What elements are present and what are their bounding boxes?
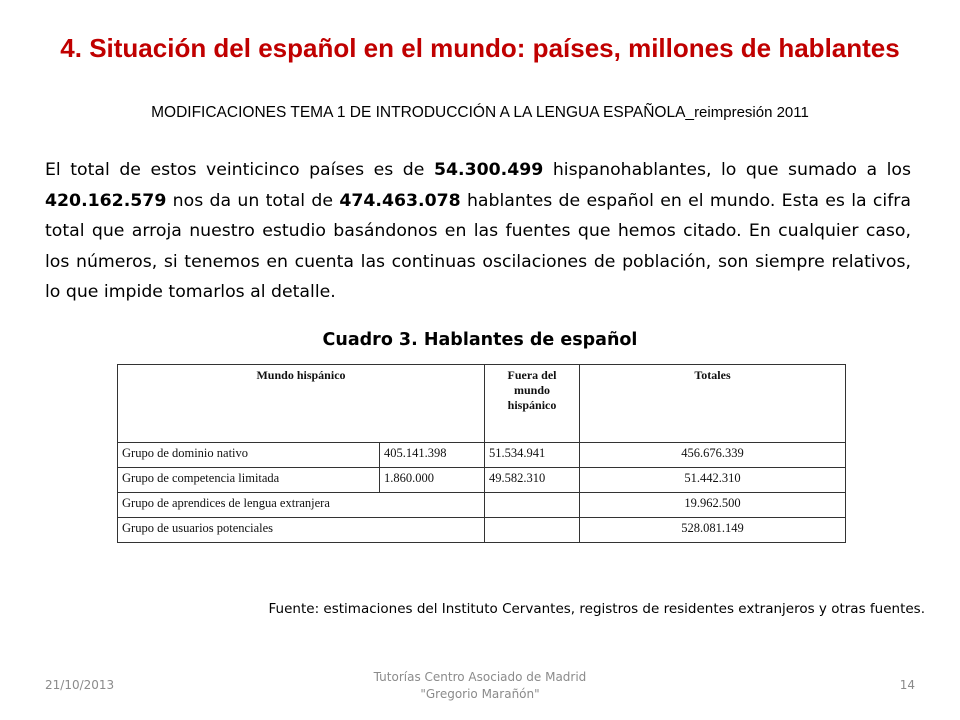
body-text-4: hablantes de español en el mundo. Esta es la cifra total que arroja nuestro estudio basándonos en las fuentes que hemos citado. En cualquier caso, los números, si tenemos en cuenta las continuas oscilaciones de población, son siempre relativos, lo que impide tomarlos al detalle. [45,190,911,302]
header-totals: Totales [580,365,846,443]
cell-total: 528.081.149 [580,518,846,543]
cell-outside [485,493,580,518]
speakers-table [117,364,846,543]
cell-total: 51.442.310 [580,468,846,493]
table-caption: Cuadro 3. Hablantes de español [322,330,638,350]
subtitle-suffix: reimpresión 2011 [694,104,809,121]
cell-hispanic: 405.141.398 [380,443,485,468]
subtitle-main: MODIFICACIONES TEMA 1 DE INTRODUCCIÓN A LA LENGUA ESPAÑOLA_ [151,104,695,121]
body-paragraph [45,155,911,308]
cell-outside [485,518,580,543]
cell-outside: 51.534.941 [485,443,580,468]
cell-total: 456.676.339 [580,443,846,468]
table-row [118,518,846,543]
cell-hispanic: 1.860.000 [380,468,485,493]
row-label: Grupo de competencia limitada [118,468,380,493]
body-number-2: 420.162.579 [45,190,167,211]
body-text-2: hispanohablantes, lo que sumado a los [543,160,911,180]
header-outside-hispanic-world: Fuera del mundo hispánico [485,365,580,443]
table-row [118,468,846,493]
footer-center [330,669,630,703]
footer-page-number: 14 [899,678,915,692]
body-text-1: El total de estos veinticinco países es de [45,160,434,180]
body-text-3: nos da un total de [166,190,340,211]
footer-date: 21/10/2013 [45,678,115,692]
table-row [118,493,846,518]
table-header-row [118,365,846,443]
cell-outside: 49.582.310 [485,468,580,493]
source-note: Fuente: estimaciones del Instituto Cervantes, registros de residentes extranjeros y otras fuentes. [268,601,925,617]
row-label: Grupo de aprendices de lengua extranjera [118,493,485,518]
slide-subtitle [30,103,930,123]
footer-center-line-2: "Gregorio Marañón" [420,687,540,701]
cell-total: 19.962.500 [580,493,846,518]
header-hispanic-world: Mundo hispánico [118,365,485,443]
footer-center-line-1: Tutorías Centro Asociado de Madrid [373,670,587,684]
body-number-1: 54.300.499 [433,160,544,180]
row-label: Grupo de dominio nativo [118,443,380,468]
table-row [118,443,846,468]
slide-title: 4. Situación del español en el mundo: países, millones de hablantes [60,33,900,63]
row-label: Grupo de usuarios potenciales [118,518,485,543]
body-number-3: 474.463.078 [339,190,461,211]
